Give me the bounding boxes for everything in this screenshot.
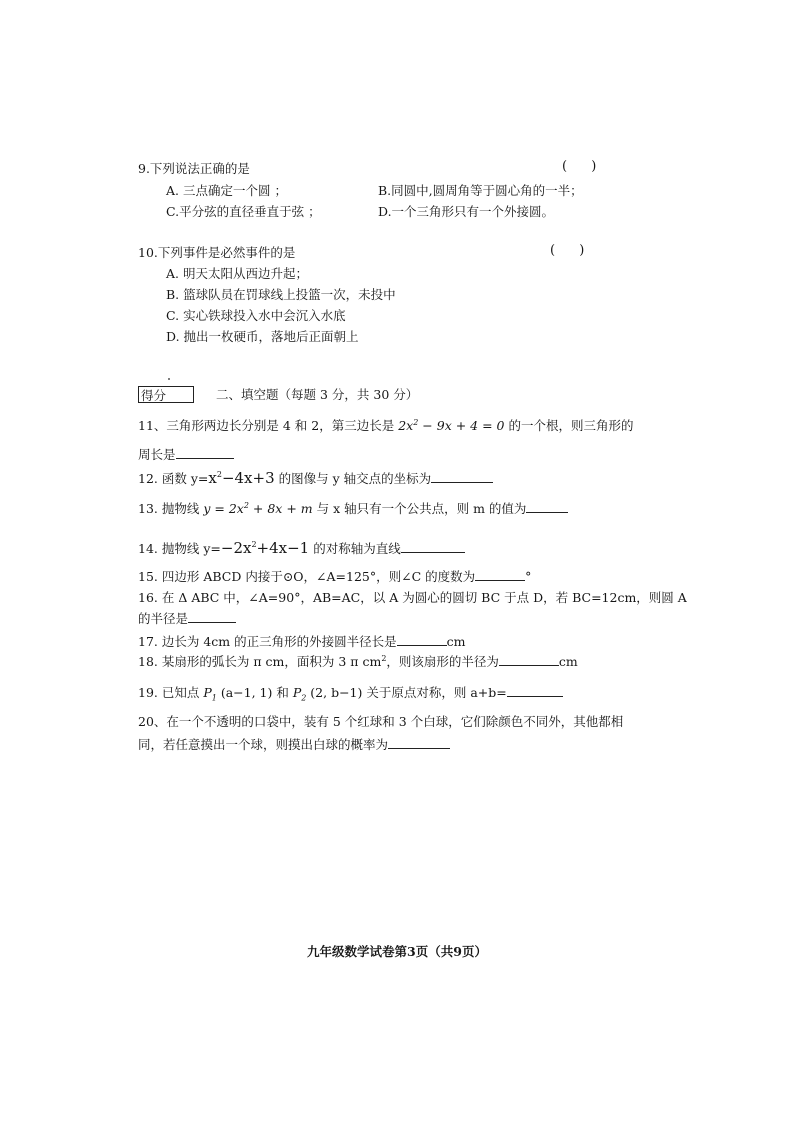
q18-unit: cm (558, 654, 578, 669)
q17-text: 17. 边长为 4cm 的正三角形的外接圆半径长是 (138, 634, 397, 649)
page-footer: 九年级数学试卷第3页（共9页） (307, 944, 487, 959)
q10-stem: 10.下列事件是必然事件的是 (138, 245, 296, 260)
q20-line2 (138, 736, 450, 753)
q19-point-p1 (203, 685, 217, 703)
q10-option-d: D. 抛出一枚硬币，落地后正面朝上 (166, 329, 359, 344)
q14-text-pre: 14. 抛物线 y= (138, 541, 221, 556)
q19-answer-blank[interactable] (507, 684, 563, 697)
q19-text-mid2: (2, b−1) 关于原点对称，则 a+b= (306, 685, 507, 700)
q12-func-exponent: 2 (216, 470, 222, 479)
q9-option-b: B.同圆中,圆周角等于圆心角的一半； (378, 183, 583, 198)
q18-line (138, 653, 578, 670)
q11-answer-blank[interactable] (176, 446, 234, 459)
q17-answer-blank[interactable] (397, 633, 447, 646)
q19-p2-letter: P (292, 685, 302, 700)
q13-text-pre: 13. 抛物线 (138, 501, 200, 516)
q10-answer-paren: ( ) (550, 243, 595, 258)
q18-answer-blank[interactable] (499, 653, 559, 666)
q19-p1-letter: P (203, 685, 212, 700)
q11-equation (398, 418, 504, 433)
q12-func-part-2: −4x+3 (221, 469, 275, 487)
q13-eq-exponent: 2 (243, 500, 249, 510)
q20-answer-blank[interactable] (388, 736, 450, 749)
q16-line2-text: 的半径是 (138, 611, 189, 626)
q12-func-part-1: x (208, 469, 217, 487)
q20-line2-text: 同，若任意摸出一个球，则摸出白球的概率为 (138, 737, 389, 752)
q9-option-c: C.平分弦的直径垂直于弦 ； (166, 204, 321, 219)
q19-p2-subscript: 2 (301, 693, 307, 703)
q9-option-d: D.一个三角形只有一个外接圆。 (378, 204, 555, 219)
q14-function (221, 539, 309, 557)
q14-func-part-2: +4x−1 (256, 539, 310, 557)
q20-line1: 20、在一个不透明的口袋中，装有 5 个红球和 3 个白球，它们除颜色不同外，其他都相 (138, 714, 624, 729)
q12-text-post: 的图像与 y 轴交点的坐标为 (274, 471, 432, 486)
q12-answer-blank[interactable] (431, 470, 493, 483)
q16-line1: 16. 在 Δ ABC 中，∠A=90°，AB=AC，以 A 为圆心的圆切 BC 于点 D，若 BC=12cm，则圆 A (138, 590, 687, 605)
q14-line (138, 540, 465, 557)
q16-answer-blank[interactable] (188, 610, 236, 623)
q9-stem: 9.下列说法正确的是 (138, 161, 250, 176)
q13-equation (203, 501, 312, 516)
q15-text: 15. 四边形 ABCD 内接于⊙O，∠A=125°，则∠C 的度数为 (138, 569, 476, 584)
score-box (138, 386, 194, 403)
scan-speck (168, 378, 170, 380)
section-title: 二、填空题（每题 3 分，共 30 分） (216, 387, 419, 402)
q15-line (138, 568, 531, 585)
q18-exponent: 2 (381, 653, 387, 663)
q15-answer-blank[interactable] (475, 568, 525, 581)
q11-line2-text: 周长是 (138, 447, 176, 462)
q13-text-post: 与 x 轴只有一个公共点，则 m 的值为 (316, 501, 527, 516)
q11-line1 (138, 418, 634, 434)
q12-line (138, 470, 493, 487)
q12-text-pre: 12. 函数 y= (138, 471, 209, 486)
q12-function (208, 469, 274, 487)
q9-answer-paren: ( ) (562, 159, 607, 174)
q11-text-post: 的一个根，则三角形的 (508, 418, 634, 433)
q13-eq-part-a: y = 2x (203, 501, 244, 516)
q18-text-pre: 18. 某扇形的弧长为 π cm，面积为 3 π cm (138, 654, 382, 669)
q17-unit: cm (446, 634, 466, 649)
q10-option-b: B. 篮球队员在罚球线上投篮一次，未投中 (166, 287, 396, 302)
score-label: 得分 (141, 388, 167, 403)
q19-text-pre: 19. 已知点 (138, 685, 200, 700)
q14-func-exponent: 2 (251, 540, 257, 549)
q11-text-pre: 11、三角形两边长分别是 4 和 2，第三边长是 (138, 418, 395, 433)
q17-line (138, 633, 465, 650)
q16-line2 (138, 610, 236, 627)
q10-option-c: C. 实心铁球投入水中会沉入水底 (166, 308, 346, 323)
q14-func-part-1: −2x (220, 539, 252, 557)
q19-line (138, 684, 563, 701)
q19-text-mid1: (a−1, 1) 和 (216, 685, 293, 700)
q13-answer-blank[interactable] (526, 500, 568, 513)
q13-line (138, 500, 568, 517)
q10-option-a: A. 明天太阳从西边升起； (166, 266, 308, 281)
q9-option-a: A. 三点确定一个圆 ； (166, 183, 287, 198)
q11-eq-part-b: − 9x + 4 = 0 (418, 418, 505, 433)
q19-p1-subscript: 1 (211, 693, 217, 703)
q14-answer-blank[interactable] (401, 540, 465, 553)
q11-eq-part-a: 2x (398, 418, 414, 433)
q15-degree-unit: ° (525, 569, 532, 584)
q14-text-post: 的对称轴为直线 (309, 541, 401, 556)
q19-point-p2 (292, 685, 307, 703)
q11-line2 (138, 446, 234, 463)
q11-eq-exponent: 2 (413, 417, 419, 427)
q18-text-post: ，则该扇形的半径为 (386, 654, 499, 669)
q13-eq-part-b: + 8x + m (248, 501, 313, 516)
